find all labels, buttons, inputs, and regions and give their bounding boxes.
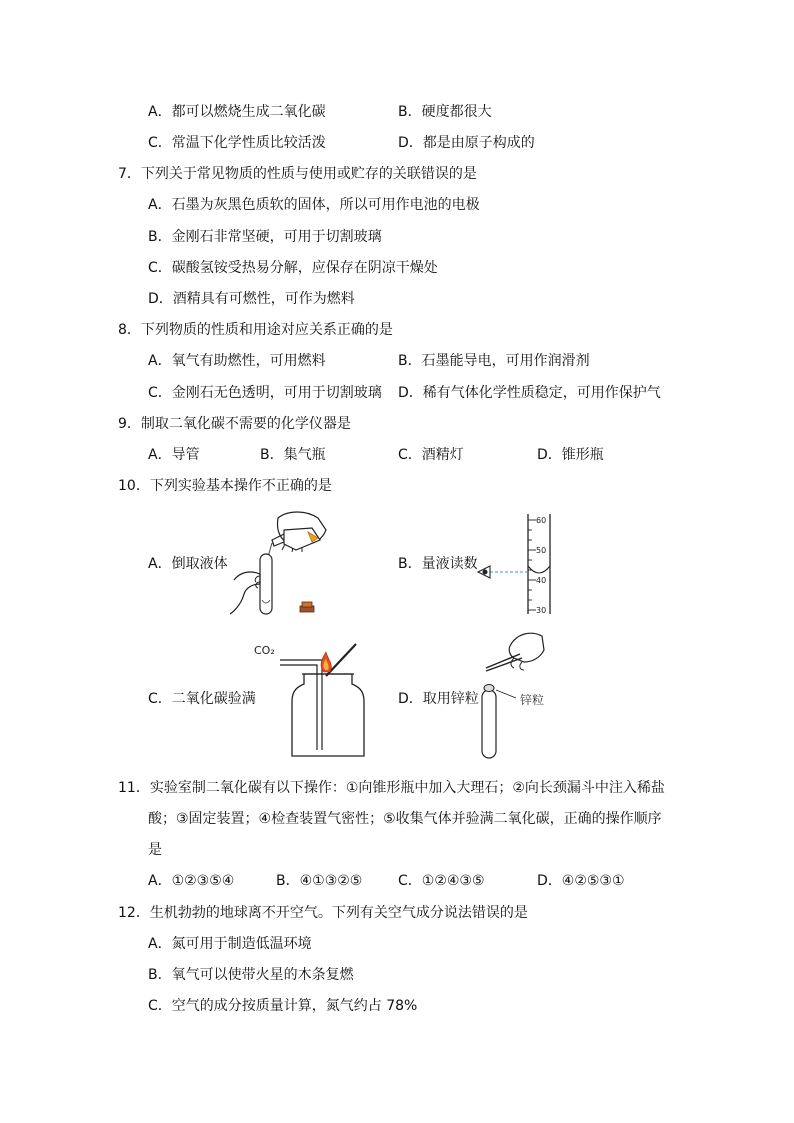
q6-option-c: C．常温下化学性质比较活泼 (148, 135, 326, 151)
q7-option-a: A．石墨为灰黑色质软的固体，所以可用作电池的电极 (148, 197, 480, 213)
q6-option-b: B．硬度都很大 (398, 104, 492, 120)
q10-option-b-label: B．量液读数 (398, 556, 478, 572)
pouring-liquid-figure (226, 510, 332, 618)
q11-option-c: C．①②④③⑤ (398, 873, 485, 889)
q11-stem-line3: 是 (148, 842, 162, 858)
zinc-tweezers-figure (470, 628, 574, 762)
graduated-cylinder-figure (472, 510, 562, 618)
q9-option-a: A．导管 (148, 447, 200, 463)
q7-option-b: B．金刚石非常坚硬，可用于切割玻璃 (148, 229, 382, 245)
q8-stem: 8．下列物质的性质和用途对应关系正确的是 (118, 322, 393, 338)
q6-option-a: A．都可以燃烧生成二氧化碳 (148, 104, 326, 120)
q8-option-a: A．氧气有助燃性，可用燃料 (148, 353, 326, 369)
q10-option-d-label: D．取用锌粒 (398, 691, 479, 707)
co2-gas-label: CO₂ (254, 644, 275, 657)
q12-option-c: C．空气的成分按质量计算，氮气约占 78% (148, 998, 418, 1014)
q10-stem: 10．下列实验基本操作不正确的是 (118, 478, 332, 494)
tick-label-50: 50 (536, 546, 547, 555)
q9-option-c: C．酒精灯 (398, 447, 464, 463)
q11-option-a: A．①②③⑤④ (148, 873, 235, 889)
q12-stem: 12．生机勃勃的地球离不开空气。下列有关空气成分说法错误的是 (118, 905, 528, 921)
q11-stem-line1: 11．实验室制二氧化碳有以下操作：①向锥形瓶中加入大理石；②向长颈漏斗中注入稀盐 (118, 780, 665, 796)
tick-label-30: 30 (536, 606, 547, 615)
q10-option-a-label: A．倒取液体 (148, 556, 228, 572)
q11-option-d: D．④②⑤③① (537, 873, 625, 889)
q7-stem: 7．下列关于常见物质的性质与使用或贮存的关联错误的是 (118, 166, 477, 182)
q8-option-b: B．石墨能导电，可用作润滑剂 (398, 353, 590, 369)
q11-stem-line2: 酸；③固定装置；④检查装置气密性；⑤收集气体并验满二氧化碳，正确的操作顺序 (148, 811, 662, 827)
q6-option-d: D．都是由原子构成的 (398, 135, 535, 151)
q9-option-b: B．集气瓶 (260, 447, 326, 463)
zinc-granule-label: 锌粒 (520, 693, 545, 707)
q11-option-b: B．④①③②⑤ (276, 873, 363, 889)
q9-stem: 9．制取二氧化碳不需要的化学仪器是 (118, 416, 351, 432)
q9-option-d: D．锥形瓶 (537, 447, 604, 463)
q8-option-c: C．金刚石无色透明，可用于切割玻璃 (148, 385, 382, 401)
tick-label-40: 40 (536, 576, 547, 585)
q7-option-c: C．碳酸氢铵受热易分解，应保存在阴凉干燥处 (148, 260, 438, 276)
tick-label-60: 60 (536, 516, 547, 525)
q10-option-c-label: C．二氧化碳验满 (148, 691, 256, 707)
q7-option-d: D．酒精具有可燃性，可作为燃料 (148, 291, 355, 307)
q8-option-d: D．稀有气体化学性质稳定，可用作保护气 (398, 385, 661, 401)
co2-bottle-figure (252, 638, 372, 762)
q12-option-a: A．氮可用于制造低温环境 (148, 936, 312, 952)
q12-option-b: B．氧气可以使带火星的木条复燃 (148, 967, 354, 983)
